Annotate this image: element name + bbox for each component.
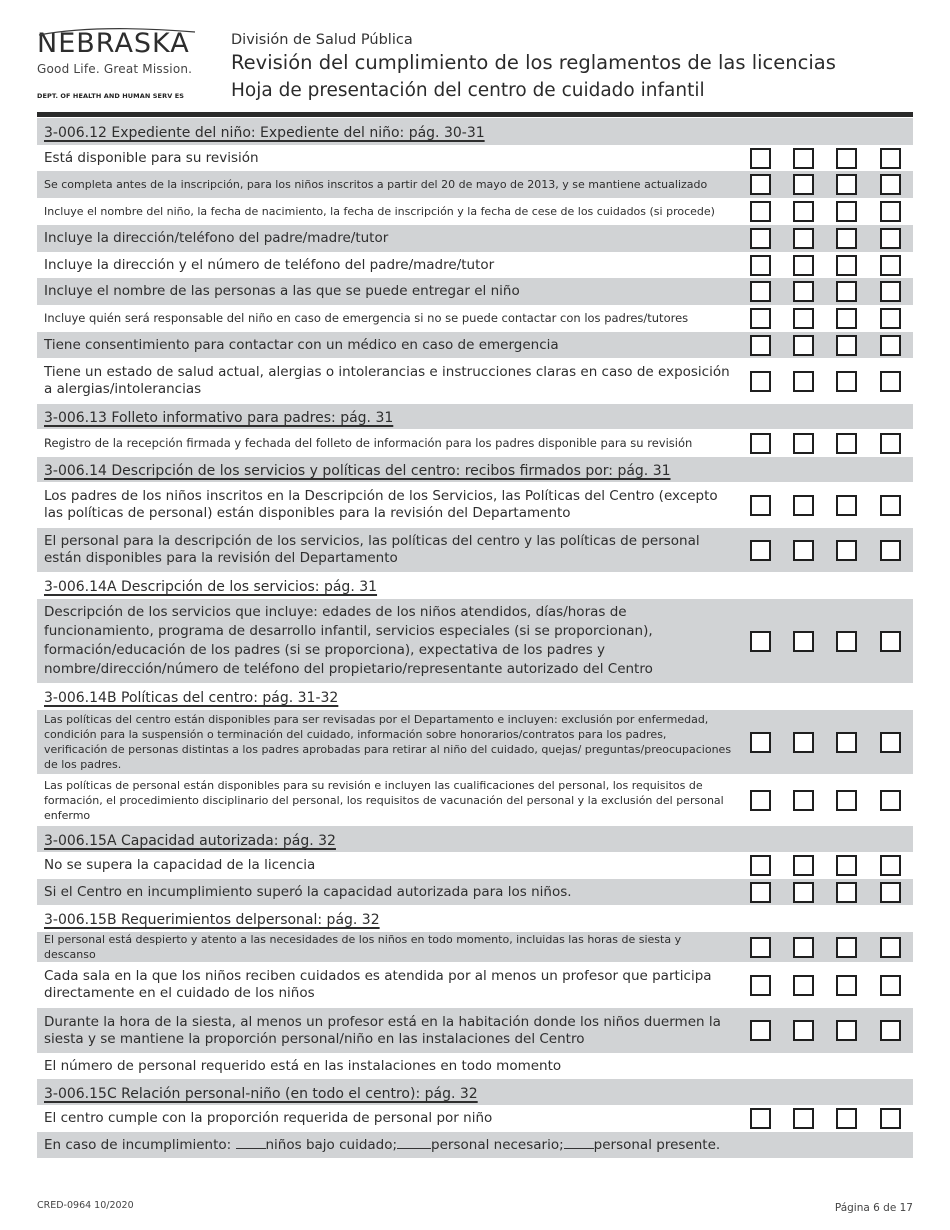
checkbox[interactable] (836, 882, 857, 903)
item-text: Tiene un estado de salud actual, alergias o intolerancias e instrucciones claras en caso de exposición a alergias/intolerancias (37, 358, 739, 404)
checkbox[interactable] (880, 148, 901, 169)
checklist-row (37, 1008, 913, 1053)
checklist-row (37, 528, 913, 572)
checkbox[interactable] (880, 631, 901, 652)
form-id: CRED-0964 10/2020 (37, 1200, 134, 1211)
checkbox[interactable] (750, 148, 771, 169)
item-text: Incluye la dirección/teléfono del padre/madre/tutor (37, 225, 739, 252)
item-text: Cada sala en la que los niños reciben cuidados es atendida por al menos un profesor que participa directamente en el cuidado de los niños (37, 962, 739, 1008)
checkbox[interactable] (750, 855, 771, 876)
section-title: 3-006.14 Descripción de los servicios y políticas del centro: recibos firmados por: pág. 31 (44, 463, 671, 479)
checkbox[interactable] (836, 855, 857, 876)
checkbox[interactable] (750, 975, 771, 996)
checkbox[interactable] (793, 1108, 814, 1129)
nebraska-logo (37, 30, 207, 100)
staff-present-field[interactable] (564, 1147, 594, 1149)
checklist-row (37, 145, 913, 171)
checkbox[interactable] (750, 732, 771, 753)
item-text: Incluye la dirección y el número de teléfono del padre/madre/tutor (37, 252, 739, 278)
checkbox[interactable] (793, 255, 814, 276)
page-number: Página 6 de 17 (834, 1202, 913, 1214)
checkbox[interactable] (880, 335, 901, 356)
checkbox[interactable] (793, 732, 814, 753)
division-name: División de Salud Pública (231, 32, 413, 48)
checkbox[interactable] (836, 255, 857, 276)
checkbox[interactable] (880, 308, 901, 329)
item-text: Descripción de los servicios que incluye: edades de los niños atendidos, días/horas de funcionamiento, programa de desarrollo infantil, servicios especiales (si se proporcionan), formación/educación de los padres (si se proporciona), expectativa de los padres y nombre/dirección/número de teléfono del propietario/representante autorizado del Centro (37, 599, 739, 683)
logo-wordmark (37, 30, 207, 57)
header-rule (37, 112, 913, 117)
checkbox[interactable] (793, 975, 814, 996)
checkbox[interactable] (750, 495, 771, 516)
item-text: Registro de la recepción firmada y fechada del folleto de información para los padres disponible para su revisión (37, 429, 739, 457)
checklist-row (37, 358, 913, 404)
checkbox[interactable] (793, 631, 814, 652)
checkbox[interactable] (793, 855, 814, 876)
checkbox[interactable] (793, 790, 814, 811)
noncompliance-row (37, 1132, 913, 1158)
item-text: Las políticas de personal están disponibles para su revisión e incluyen las cualificaciones del personal, los requisitos de formación, el procedimiento disciplinario del personal, los requisitos de vacunación del personal y la exclusión del personal enfermo (37, 774, 739, 826)
checkbox[interactable] (793, 201, 814, 222)
section-title: 3-006.13 Folleto informativo para padres: pág. 31 (44, 410, 394, 426)
checkbox[interactable] (793, 371, 814, 392)
checkbox[interactable] (793, 228, 814, 249)
page-title: Revisión del cumplimiento de los reglamentos de las licencias (231, 51, 836, 74)
checkbox[interactable] (880, 732, 901, 753)
checkbox[interactable] (880, 882, 901, 903)
checklist-row (37, 932, 913, 962)
checkbox[interactable] (793, 1020, 814, 1041)
checklist-row (37, 599, 913, 683)
staff-needed-label: personal necesario; (431, 1136, 564, 1153)
section-header (37, 572, 913, 599)
staff-present-label: personal presente. (593, 1136, 721, 1153)
checkbox[interactable] (793, 281, 814, 302)
checkbox[interactable] (836, 371, 857, 392)
checkbox[interactable] (750, 308, 771, 329)
section-title: 3-006.12 Expediente del niño: Expediente del niño: pág. 30-31 (44, 125, 485, 141)
logo-name: NEBRASKA (37, 28, 190, 59)
checkbox[interactable] (836, 790, 857, 811)
checkbox[interactable] (793, 308, 814, 329)
compliance-form (37, 118, 913, 1158)
checklist-row (37, 774, 913, 826)
checkbox[interactable] (750, 882, 771, 903)
checklist-row (37, 482, 913, 528)
logo-department: DEPT. OF HEALTH AND HUMAN SERV ES (37, 92, 185, 100)
item-text: Se completa antes de la inscripción, para los niños inscritos a partir del 20 de mayo de 2013, y se mantiene actualizado (37, 171, 739, 198)
checkbox[interactable] (836, 433, 857, 454)
checkbox[interactable] (836, 308, 857, 329)
section-title: 3-006.15A Capacidad autorizada: pág. 32 (44, 832, 336, 849)
checkbox[interactable] (880, 1108, 901, 1129)
section-title: 3-006.15C Relación personal-niño (en todo el centro): pág. 32 (44, 1085, 478, 1102)
item-text: Incluye el nombre del niño, la fecha de nacimiento, la fecha de inscripción y la fecha de cese de los cuidados (si procede) (37, 198, 739, 225)
checkbox[interactable] (880, 937, 901, 958)
checkbox[interactable] (836, 975, 857, 996)
checklist-row (37, 225, 913, 252)
checklist-row (37, 332, 913, 358)
checkbox[interactable] (836, 335, 857, 356)
item-text: Los padres de los niños inscritos en la Descripción de los Servicios, las Políticas del Centro (excepto las políticas de personal) están disponibles para la revisión del Departamento (37, 482, 739, 528)
checkbox[interactable] (750, 790, 771, 811)
checkbox[interactable] (793, 882, 814, 903)
checkbox[interactable] (836, 148, 857, 169)
section-header (37, 404, 913, 429)
item-text: El personal para la descripción de los servicios, las políticas del centro y las políticas de personal están disponibles para la revisión del Departamento (37, 528, 739, 572)
checkbox[interactable] (836, 1108, 857, 1129)
checkbox[interactable] (750, 228, 771, 249)
checkbox[interactable] (793, 937, 814, 958)
checkbox[interactable] (793, 540, 814, 561)
checkbox[interactable] (880, 281, 901, 302)
checkbox[interactable] (836, 201, 857, 222)
page-subtitle: Hoja de presentación del centro de cuidado infantil (231, 80, 705, 101)
page-header (231, 31, 836, 104)
checkbox[interactable] (880, 855, 901, 876)
checklist-row (37, 1105, 913, 1132)
checkbox[interactable] (750, 371, 771, 392)
section-header (37, 905, 913, 932)
checkbox[interactable] (836, 540, 857, 561)
item-text: Si el Centro en incumplimiento superó la capacidad autorizada para los niños. (37, 879, 739, 905)
checkbox[interactable] (750, 540, 771, 561)
item-text: El número de personal requerido está en las instalaciones en todo momento (37, 1053, 913, 1079)
checkbox[interactable] (880, 228, 901, 249)
checkbox[interactable] (880, 975, 901, 996)
item-text: Tiene consentimiento para contactar con un médico en caso de emergencia (37, 332, 739, 358)
checkbox[interactable] (793, 495, 814, 516)
checklist-row (37, 1053, 913, 1079)
item-text: No se supera la capacidad de la licencia (37, 852, 739, 879)
checkbox[interactable] (880, 433, 901, 454)
checkbox[interactable] (880, 495, 901, 516)
checkbox[interactable] (836, 495, 857, 516)
checkbox[interactable] (880, 255, 901, 276)
checkbox[interactable] (836, 228, 857, 249)
checkbox[interactable] (750, 1108, 771, 1129)
noncompliance-line (37, 1132, 913, 1158)
checkbox[interactable] (750, 1020, 771, 1041)
logo-tagline: Good Life. Great Mission. (37, 62, 193, 76)
item-text: Está disponible para su revisión (37, 145, 739, 171)
section-header (37, 826, 913, 852)
checkbox[interactable] (750, 281, 771, 302)
checkbox[interactable] (793, 433, 814, 454)
checkbox[interactable] (750, 937, 771, 958)
children-count-field[interactable] (236, 1147, 266, 1149)
section-header (37, 683, 913, 710)
section-title: 3-006.14B Políticas del centro: pág. 31-32 (44, 690, 339, 706)
checkbox[interactable] (836, 174, 857, 195)
checklist-row (37, 278, 913, 305)
children-label: niños bajo cuidado; (265, 1136, 398, 1153)
item-text: El personal está despierto y atento a las necesidades de los niños en todo momento, incluidas las horas de siesta y descanso (37, 932, 739, 962)
item-text: Incluye el nombre de las personas a las que se puede entregar el niño (37, 278, 739, 305)
checkbox[interactable] (750, 433, 771, 454)
checkbox[interactable] (880, 371, 901, 392)
item-text: El centro cumple con la proporción requerida de personal por niño (37, 1105, 739, 1132)
checkbox[interactable] (836, 732, 857, 753)
section-title: 3-006.15B Requerimientos delpersonal: pág. 32 (44, 912, 380, 928)
checklist-row (37, 852, 913, 879)
checklist-row (37, 198, 913, 225)
checkbox[interactable] (880, 540, 901, 561)
section-header (37, 457, 913, 482)
staff-needed-field[interactable] (397, 1147, 431, 1149)
checkbox[interactable] (836, 631, 857, 652)
checklist-row (37, 710, 913, 774)
checklist-row (37, 171, 913, 198)
checklist-row (37, 252, 913, 278)
checkbox[interactable] (793, 335, 814, 356)
checkbox[interactable] (836, 937, 857, 958)
checkbox[interactable] (880, 790, 901, 811)
checkbox[interactable] (836, 1020, 857, 1041)
checklist-row (37, 879, 913, 905)
checkbox[interactable] (880, 201, 901, 222)
item-text: Las políticas del centro están disponibles para ser revisadas por el Departamento e incluyen: exclusión por enfermedad, condición para la suspensión o terminación del cuidado, información sobre honorarios/contratos para los padres, verificación de personas distintas a los padres aprobadas para retirar al niño del cuidado, quejas/ preguntas/preocupaciones de los padres. (37, 710, 739, 774)
logo-arc-icon (37, 26, 197, 36)
item-text: Incluye quién será responsable del niño en caso de emergencia si no se puede contactar con los padres/tutores (37, 305, 739, 332)
checkbox[interactable] (750, 255, 771, 276)
checklist-row (37, 429, 913, 457)
checklist-row (37, 962, 913, 1008)
checkbox[interactable] (836, 281, 857, 302)
checkbox[interactable] (750, 335, 771, 356)
item-text: Durante la hora de la siesta, al menos un profesor está en la habitación donde los niños duermen la siesta y se mantiene la proporción personal/niño en las instalaciones del Centro (37, 1008, 739, 1053)
section-title: 3-006.14A Descripción de los servicios: pág. 31 (44, 579, 378, 595)
checkbox[interactable] (880, 1020, 901, 1041)
checkbox[interactable] (793, 148, 814, 169)
checkbox[interactable] (750, 201, 771, 222)
section-header (37, 118, 913, 145)
checkbox[interactable] (750, 174, 771, 195)
noncompliance-prefix: En caso de incumplimiento: (44, 1136, 236, 1153)
checkbox[interactable] (880, 174, 901, 195)
checklist-row (37, 305, 913, 332)
section-header (37, 1079, 913, 1105)
checkbox[interactable] (750, 631, 771, 652)
checkbox[interactable] (793, 174, 814, 195)
